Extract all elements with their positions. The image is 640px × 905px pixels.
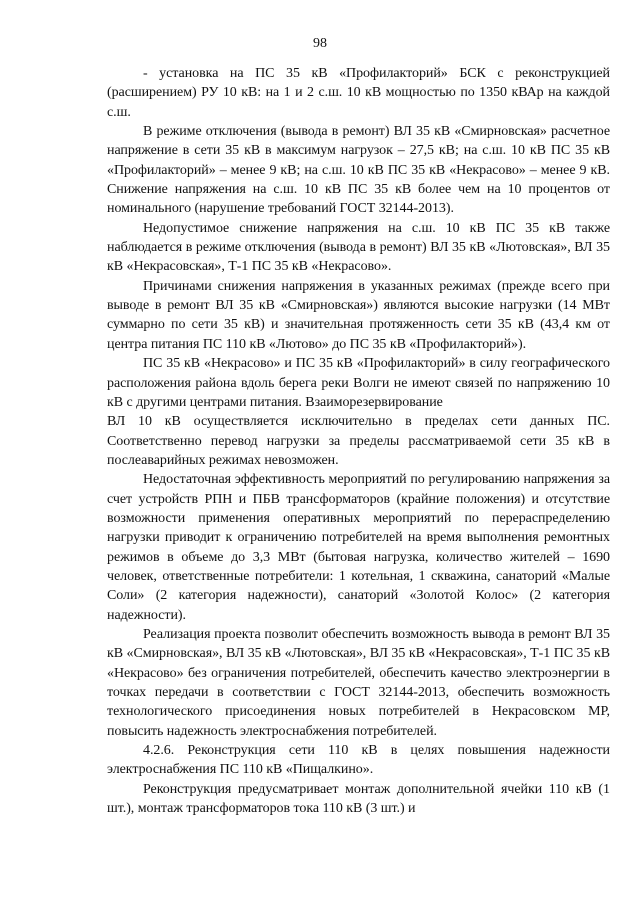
paragraph-bsk-installation: - установка на ПС 35 кВ «Профилакторий» БСК с реконструкцией (расширением) РУ 10 кВ: на 1 и 2 с.ш. 10 кВ мощностью по 1350 кВАр на каждой с.ш. [107,66,610,120]
paragraph-reconstruction-scope: Реконструкция предусматривает монтаж дополнительной ячейки 110 кВ (1 шт.), монтаж трансформаторов тока 110 кВ (3 шт.) и [107,781,610,817]
paragraph-insufficient-efficiency: Недостаточная эффективность мероприятий по регулированию напряжения за счет устройств РПН и ПБВ трансформаторов (крайние положения) и отсутствие возможности применения оперативных мероприятий по перераспределению нагрузки приводит к ограничению потребителей на время выполнения ремонтных режимов в объеме до 3,3 МВт (бытовая нагрузка, количество жителей – 1690 человек, ответственные потребители: 1 котельная, 1 скважина, санаторий «Малые Соли» (2 категория надежности), санаторий «Золотой Колос» (2 категория надежности). [107,472,610,623]
paragraph-smirnovskaya-outage: В режиме отключения (вывода в ремонт) ВЛ 35 кВ «Смирновская» расчетное напряжение в сети 35 кВ в максимум нагрузок – 27,5 кВ; на с.ш. 10 кВ ПС 35 кВ «Профилакторий» – менее 9 кВ; на с.ш. 10 кВ ПС 35 кВ «Некрасово» – менее 9 кВ. Снижение напряжения на с.ш. 10 кВ ПС 35 кВ более чем на 10 процентов от номинального (нарушение требований ГОСТ 32144-2013). [107,124,610,217]
paragraph-geography: ПС 35 кВ «Некрасово» и ПС 35 кВ «Профилакторий» в силу географического расположения района вдоль берега реки Волги не имеют связей по напряжению 10 кВ с другими центрами питания. Взаиморезервирование [107,356,610,410]
section-heading-4-2-6: 4.2.6. Реконструкция сети 110 кВ в целях повышения надежности электроснабжения ПС 110 кВ «Пищалкино». [107,743,610,778]
document-body [107,64,610,818]
page-number: 98 [313,36,327,51]
paragraph-redundancy: ВЛ 10 кВ осуществляется исключительно в пределах сети данных ПС. Соответственно перевод нагрузки за пределы рассматриваемой сети 35 кВ в послеаварийных режимах невозможен. [107,414,610,468]
paragraph-project-benefits: Реализация проекта позволит обеспечить возможность вывода в ремонт ВЛ 35 кВ «Смирновская», ВЛ 35 кВ «Лютовская», ВЛ 35 кВ «Некрасовская», Т-1 ПС 35 кВ «Некрасово» без ограничения потребителей, обеспечить качество электроэнергии в точках передачи в соответствии с ГОСТ 32144-2013, обеспечить возможность технологического присоединения новых потребителей в Некрасовском МР, повысить надежность электроснабжения потребителей. [107,626,610,739]
paragraph-causes: Причинами снижения напряжения в указанных режимах (прежде всего при выводе в ремонт ВЛ 35 кВ «Смирновская») являются высокие нагрузки (14 МВт суммарно по сети 35 кВ) и значительная протяженность сети 35 кВ (43,4 км от центра питания ПС 110 кВ «Лютово» до ПС 35 кВ «Профилакторий»). [107,278,610,352]
paragraph-voltage-drop-also: Недопустимое снижение напряжения на с.ш. 10 кВ ПС 35 кВ также наблюдается в режиме отключения (вывода в ремонт) ВЛ 35 кВ «Лютовская», ВЛ 35 кВ «Некрасовская», Т-1 ПС 35 кВ «Некрасово». [107,220,610,275]
